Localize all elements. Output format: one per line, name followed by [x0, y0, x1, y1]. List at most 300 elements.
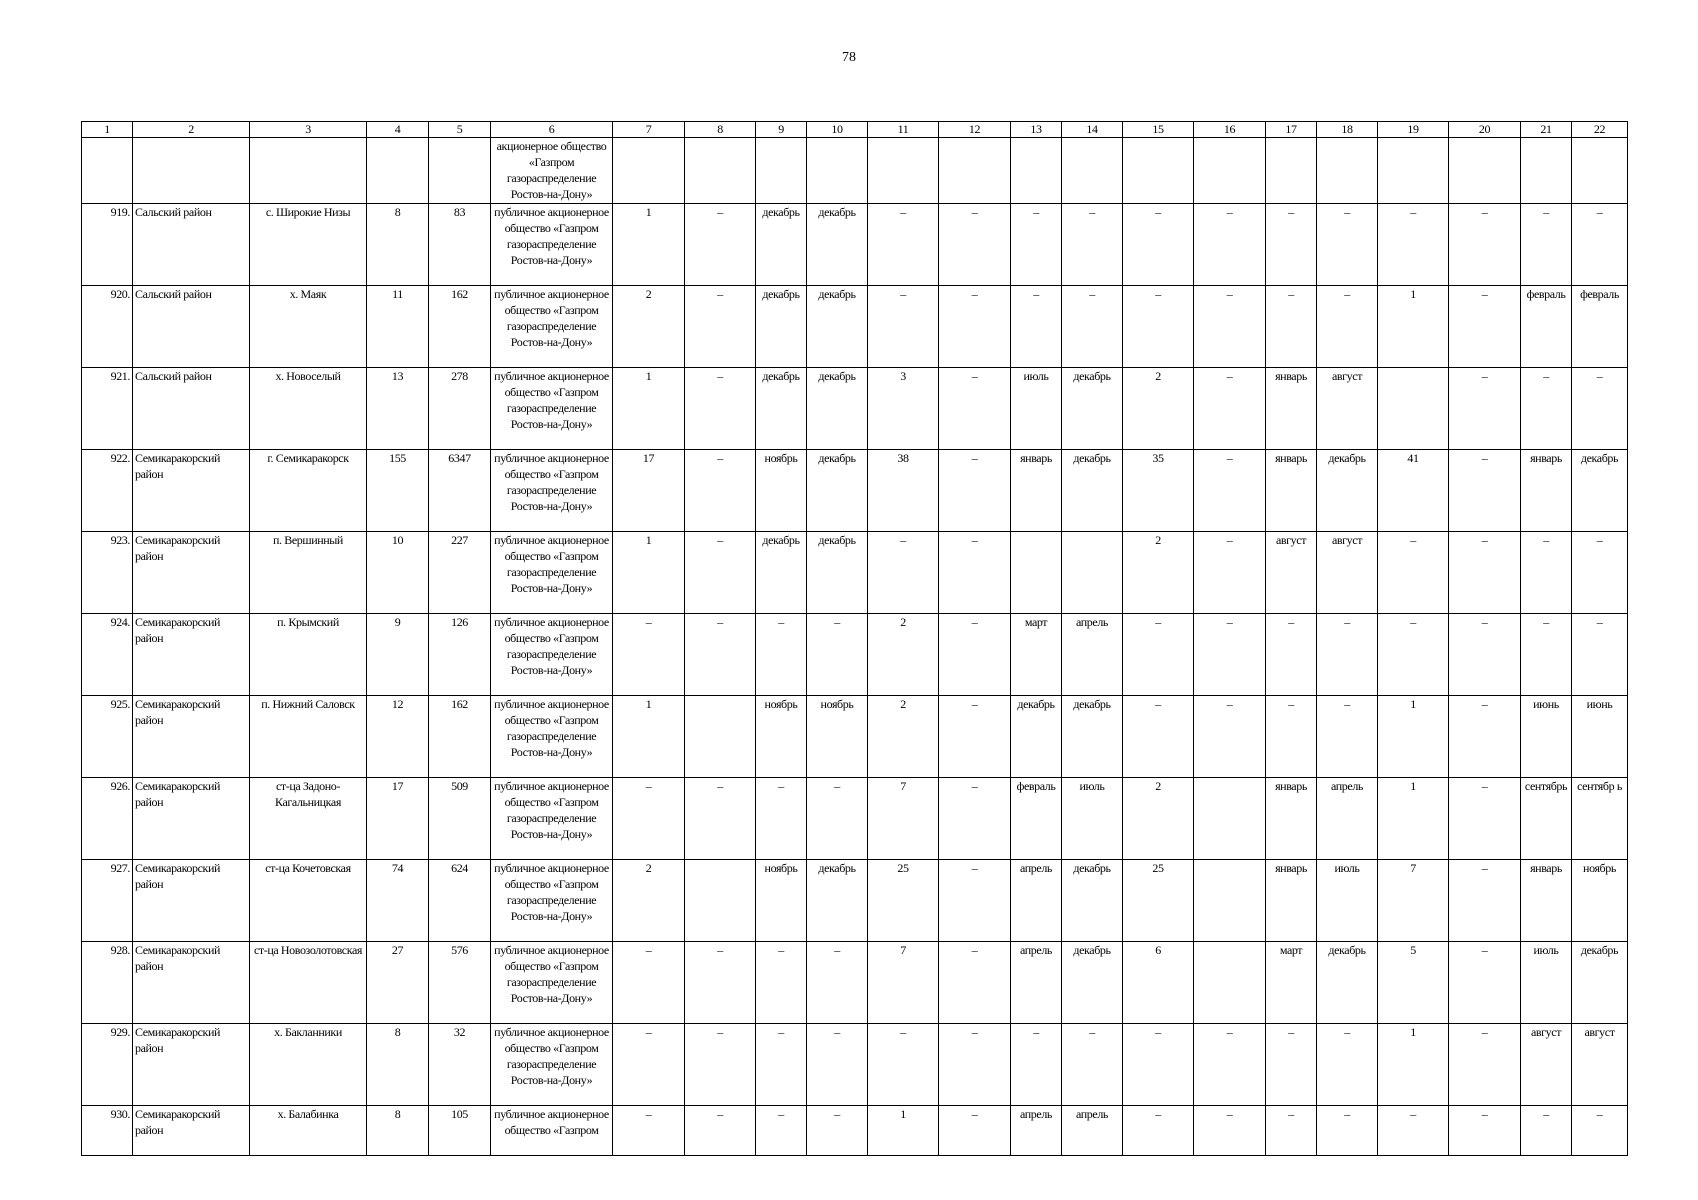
- column-number-row: [82, 122, 1628, 138]
- value-cell: –: [1449, 1106, 1521, 1156]
- table-row: [82, 860, 1628, 942]
- value-cell: –: [1572, 1106, 1628, 1156]
- value-cell: –: [939, 368, 1011, 450]
- value-cell: январь: [1521, 860, 1572, 942]
- value-cell: –: [1317, 286, 1378, 368]
- district-cell: Семикаракорский район: [133, 778, 250, 860]
- value-cell: январь: [1011, 450, 1062, 532]
- value-cell: –: [1062, 1024, 1123, 1106]
- value-cell: –: [939, 1106, 1011, 1156]
- value-cell: –: [1011, 1024, 1062, 1106]
- value-cell: 1: [613, 532, 685, 614]
- settlement-cell: ст-ца Кочетовская: [250, 860, 367, 942]
- value-cell: 9: [367, 614, 429, 696]
- value-cell: –: [685, 614, 756, 696]
- value-cell: декабрь: [1062, 942, 1123, 1024]
- value-cell: апрель: [1062, 614, 1123, 696]
- column-header: 11: [868, 122, 939, 138]
- value-cell: [1378, 368, 1449, 450]
- value-cell: –: [1194, 1024, 1266, 1106]
- value-cell: –: [1266, 286, 1317, 368]
- value-cell: –: [1449, 450, 1521, 532]
- value-cell: ноябрь: [1572, 860, 1628, 942]
- value-cell: –: [1266, 696, 1317, 778]
- value-cell: декабрь: [756, 286, 807, 368]
- value-cell: 41: [1378, 450, 1449, 532]
- settlement-cell: х. Маяк: [250, 286, 367, 368]
- value-cell: февраль: [1572, 286, 1628, 368]
- value-cell: 624: [429, 860, 491, 942]
- value-cell: ноябрь: [756, 696, 807, 778]
- table-row: [82, 450, 1628, 532]
- value-cell: –: [613, 1024, 685, 1106]
- value-cell: июнь: [1572, 696, 1628, 778]
- value-cell: 126: [429, 614, 491, 696]
- table-row: [82, 1106, 1628, 1156]
- value-cell: апрель: [1011, 860, 1062, 942]
- column-header: 5: [429, 122, 491, 138]
- value-cell: –: [939, 450, 1011, 532]
- value-cell: январь: [1266, 860, 1317, 942]
- column-header: 13: [1011, 122, 1062, 138]
- value-cell: декабрь: [1317, 450, 1378, 532]
- value-cell: –: [939, 204, 1011, 286]
- value-cell: ноябрь: [756, 450, 807, 532]
- value-cell: 1: [613, 368, 685, 450]
- value-cell: –: [1266, 614, 1317, 696]
- organization-cell: публичное акционерное общество «Газпром газораспределение Ростов-на-Дону»: [491, 532, 613, 614]
- settlement-cell: г. Семикаракорск: [250, 450, 367, 532]
- value-cell: 35: [1123, 450, 1194, 532]
- district-cell: Семикаракорский район: [133, 696, 250, 778]
- organization-cell: публичное акционерное общество «Газпром газораспределение Ростов-на-Дону»: [491, 286, 613, 368]
- value-cell: 1: [1378, 778, 1449, 860]
- table-row: [82, 942, 1628, 1024]
- column-header: 12: [939, 122, 1011, 138]
- value-cell: –: [756, 942, 807, 1024]
- value-cell: 7: [868, 778, 939, 860]
- table-row: [82, 204, 1628, 286]
- value-cell: –: [1449, 532, 1521, 614]
- organization-cell: акционерное общество «Газпром газораспределение Ростов-на-Дону»: [491, 138, 613, 204]
- value-cell: –: [1123, 286, 1194, 368]
- row-number-cell: 929.: [82, 1024, 133, 1106]
- value-cell: июль: [1521, 942, 1572, 1024]
- value-cell: –: [685, 942, 756, 1024]
- value-cell: февраль: [1011, 778, 1062, 860]
- value-cell: декабрь: [756, 368, 807, 450]
- settlement-cell: х. Бакланники: [250, 1024, 367, 1106]
- value-cell: –: [1449, 1024, 1521, 1106]
- value-cell: –: [1449, 696, 1521, 778]
- value-cell: 1: [613, 696, 685, 778]
- district-cell: Семикаракорский район: [133, 450, 250, 532]
- value-cell: –: [1317, 1106, 1378, 1156]
- value-cell: –: [685, 368, 756, 450]
- value-cell: август: [1521, 1024, 1572, 1106]
- value-cell: –: [1123, 696, 1194, 778]
- value-cell: декабрь: [807, 532, 868, 614]
- value-cell: [1011, 532, 1062, 614]
- column-header: 20: [1449, 122, 1521, 138]
- column-header: 14: [1062, 122, 1123, 138]
- value-cell: ноябрь: [756, 860, 807, 942]
- value-cell: 5: [1378, 942, 1449, 1024]
- value-cell: –: [756, 1024, 807, 1106]
- value-cell: –: [1194, 368, 1266, 450]
- value-cell: август: [1317, 532, 1378, 614]
- column-header: 17: [1266, 122, 1317, 138]
- value-cell: апрель: [1062, 1106, 1123, 1156]
- value-cell: 162: [429, 286, 491, 368]
- value-cell: 6347: [429, 450, 491, 532]
- organization-cell: публичное акционерное общество «Газпром газораспределение Ростов-на-Дону»: [491, 778, 613, 860]
- value-cell: –: [1194, 204, 1266, 286]
- value-cell: –: [939, 614, 1011, 696]
- value-cell: –: [1317, 1024, 1378, 1106]
- district-cell: Семикаракорский район: [133, 614, 250, 696]
- value-cell: 162: [429, 696, 491, 778]
- value-cell: –: [807, 1106, 868, 1156]
- value-cell: –: [1011, 286, 1062, 368]
- value-cell: декабрь: [756, 204, 807, 286]
- value-cell: –: [613, 942, 685, 1024]
- value-cell: январь: [1266, 778, 1317, 860]
- column-header: 4: [367, 122, 429, 138]
- value-cell: –: [1449, 860, 1521, 942]
- value-cell: –: [1378, 204, 1449, 286]
- value-cell: 27: [367, 942, 429, 1024]
- value-cell: –: [1449, 286, 1521, 368]
- value-cell: декабрь: [807, 860, 868, 942]
- value-cell: 11: [367, 286, 429, 368]
- column-header: 16: [1194, 122, 1266, 138]
- value-cell: 1: [868, 1106, 939, 1156]
- settlement-cell: п. Нижний Саловск: [250, 696, 367, 778]
- table-row: [82, 778, 1628, 860]
- value-cell: [685, 860, 756, 942]
- value-cell: –: [685, 286, 756, 368]
- value-cell: декабрь: [807, 368, 868, 450]
- district-cell: Семикаракорский район: [133, 532, 250, 614]
- value-cell: –: [1194, 286, 1266, 368]
- column-header: 22: [1572, 122, 1628, 138]
- value-cell: –: [939, 942, 1011, 1024]
- district-cell: Сальский район: [133, 286, 250, 368]
- value-cell: –: [939, 532, 1011, 614]
- value-cell: 25: [868, 860, 939, 942]
- value-cell: –: [1521, 1106, 1572, 1156]
- column-header: 7: [613, 122, 685, 138]
- value-cell: –: [1449, 778, 1521, 860]
- value-cell: [1194, 778, 1266, 860]
- table-row: [82, 696, 1628, 778]
- value-cell: август: [1572, 1024, 1628, 1106]
- value-cell: –: [1449, 204, 1521, 286]
- value-cell: 74: [367, 860, 429, 942]
- value-cell: [1194, 860, 1266, 942]
- value-cell: 12: [367, 696, 429, 778]
- value-cell: июнь: [1521, 696, 1572, 778]
- value-cell: 7: [1378, 860, 1449, 942]
- organization-cell: публичное акционерное общество «Газпром газораспределение Ростов-на-Дону»: [491, 204, 613, 286]
- district-cell: Сальский район: [133, 204, 250, 286]
- value-cell: 7: [868, 942, 939, 1024]
- table-row: [82, 286, 1628, 368]
- value-cell: –: [1123, 614, 1194, 696]
- value-cell: 3: [868, 368, 939, 450]
- row-number-cell: 919.: [82, 204, 133, 286]
- value-cell: –: [868, 204, 939, 286]
- value-cell: –: [1062, 204, 1123, 286]
- value-cell: –: [1449, 942, 1521, 1024]
- value-cell: август: [1266, 532, 1317, 614]
- column-header: 10: [807, 122, 868, 138]
- value-cell: 155: [367, 450, 429, 532]
- value-cell: –: [939, 696, 1011, 778]
- district-cell: Семикаракорский район: [133, 942, 250, 1024]
- value-cell: декабрь: [1572, 450, 1628, 532]
- row-number-cell: 923.: [82, 532, 133, 614]
- column-header: 21: [1521, 122, 1572, 138]
- value-cell: декабрь: [1062, 696, 1123, 778]
- value-cell: февраль: [1521, 286, 1572, 368]
- value-cell: –: [1011, 204, 1062, 286]
- value-cell: –: [1521, 204, 1572, 286]
- value-cell: 8: [367, 1024, 429, 1106]
- value-cell: –: [1378, 614, 1449, 696]
- value-cell: 2: [613, 286, 685, 368]
- value-cell: –: [756, 1106, 807, 1156]
- value-cell: 2: [1123, 778, 1194, 860]
- value-cell: –: [807, 1024, 868, 1106]
- row-number-cell: 924.: [82, 614, 133, 696]
- value-cell: январь: [1266, 450, 1317, 532]
- value-cell: апрель: [1317, 778, 1378, 860]
- row-number-cell: 921.: [82, 368, 133, 450]
- column-header: 3: [250, 122, 367, 138]
- column-header: 2: [133, 122, 250, 138]
- value-cell: 25: [1123, 860, 1194, 942]
- value-cell: –: [1572, 368, 1628, 450]
- row-number-cell: 925.: [82, 696, 133, 778]
- column-header: 9: [756, 122, 807, 138]
- value-cell: [685, 696, 756, 778]
- organization-cell: публичное акционерное общество «Газпром газораспределение Ростов-на-Дону»: [491, 368, 613, 450]
- value-cell: –: [613, 614, 685, 696]
- column-header: 19: [1378, 122, 1449, 138]
- value-cell: –: [1317, 696, 1378, 778]
- column-header: 8: [685, 122, 756, 138]
- district-cell: Семикаракорский район: [133, 860, 250, 942]
- value-cell: –: [807, 942, 868, 1024]
- value-cell: –: [868, 1024, 939, 1106]
- row-number-cell: 920.: [82, 286, 133, 368]
- value-cell: –: [939, 860, 1011, 942]
- organization-cell: публичное акционерное общество «Газпром газораспределение Ростов-на-Дону»: [491, 614, 613, 696]
- value-cell: –: [1317, 614, 1378, 696]
- continuation-row: [82, 138, 1628, 204]
- value-cell: декабрь: [807, 204, 868, 286]
- value-cell: июль: [1062, 778, 1123, 860]
- value-cell: 38: [868, 450, 939, 532]
- value-cell: –: [685, 532, 756, 614]
- value-cell: –: [1266, 1024, 1317, 1106]
- value-cell: –: [1194, 1106, 1266, 1156]
- value-cell: 1: [1378, 286, 1449, 368]
- value-cell: 1: [1378, 696, 1449, 778]
- value-cell: –: [1266, 1106, 1317, 1156]
- value-cell: 6: [1123, 942, 1194, 1024]
- value-cell: 2: [613, 860, 685, 942]
- value-cell: 278: [429, 368, 491, 450]
- value-cell: январь: [1521, 450, 1572, 532]
- value-cell: 1: [613, 204, 685, 286]
- value-cell: декабрь: [807, 450, 868, 532]
- value-cell: 17: [367, 778, 429, 860]
- value-cell: –: [807, 778, 868, 860]
- value-cell: –: [1378, 1106, 1449, 1156]
- value-cell: –: [1449, 368, 1521, 450]
- district-cell: Семикаракорский район: [133, 1106, 250, 1156]
- organization-cell: публичное акционерное общество «Газпром газораспределение Ростов-на-Дону»: [491, 450, 613, 532]
- row-number-cell: 928.: [82, 942, 133, 1024]
- value-cell: 2: [868, 614, 939, 696]
- value-cell: 2: [1123, 368, 1194, 450]
- value-cell: –: [1572, 532, 1628, 614]
- organization-cell: публичное акционерное общество «Газпром газораспределение Ростов-на-Дону»: [491, 696, 613, 778]
- value-cell: –: [1123, 1106, 1194, 1156]
- column-header: 18: [1317, 122, 1378, 138]
- value-cell: 17: [613, 450, 685, 532]
- value-cell: декабрь: [1062, 368, 1123, 450]
- organization-cell: публичное акционерное общество «Газпром газораспределение Ростов-на-Дону»: [491, 942, 613, 1024]
- value-cell: –: [1062, 286, 1123, 368]
- value-cell: –: [685, 204, 756, 286]
- value-cell: –: [1194, 614, 1266, 696]
- value-cell: декабрь: [1062, 450, 1123, 532]
- value-cell: –: [1521, 614, 1572, 696]
- value-cell: –: [1123, 1024, 1194, 1106]
- value-cell: –: [613, 778, 685, 860]
- settlement-cell: п. Крымский: [250, 614, 367, 696]
- settlement-cell: с. Широкие Низы: [250, 204, 367, 286]
- value-cell: –: [868, 532, 939, 614]
- value-cell: –: [939, 1024, 1011, 1106]
- value-cell: декабрь: [1572, 942, 1628, 1024]
- table-row: [82, 614, 1628, 696]
- settlement-cell: ст-ца Задоно-Кагальницкая: [250, 778, 367, 860]
- organization-cell: публичное акционерное общество «Газпром: [491, 1106, 613, 1156]
- value-cell: –: [1572, 614, 1628, 696]
- value-cell: декабрь: [1317, 942, 1378, 1024]
- value-cell: июль: [1011, 368, 1062, 450]
- value-cell: декабрь: [807, 286, 868, 368]
- data-table: [81, 121, 1628, 1156]
- value-cell: март: [1266, 942, 1317, 1024]
- value-cell: 2: [868, 696, 939, 778]
- value-cell: –: [807, 614, 868, 696]
- value-cell: –: [868, 286, 939, 368]
- value-cell: август: [1317, 368, 1378, 450]
- settlement-cell: п. Вершинный: [250, 532, 367, 614]
- value-cell: –: [1521, 368, 1572, 450]
- value-cell: –: [939, 286, 1011, 368]
- value-cell: –: [1266, 204, 1317, 286]
- district-cell: Сальский район: [133, 368, 250, 450]
- page-number: 78: [842, 50, 856, 65]
- column-header: 1: [82, 122, 133, 138]
- value-cell: –: [1572, 204, 1628, 286]
- table-row: [82, 368, 1628, 450]
- value-cell: апрель: [1011, 1106, 1062, 1156]
- settlement-cell: х. Новоселый: [250, 368, 367, 450]
- value-cell: –: [1317, 204, 1378, 286]
- settlement-cell: х. Балабинка: [250, 1106, 367, 1156]
- value-cell: январь: [1266, 368, 1317, 450]
- value-cell: –: [939, 778, 1011, 860]
- value-cell: –: [685, 778, 756, 860]
- value-cell: –: [1449, 614, 1521, 696]
- value-cell: 1: [1378, 1024, 1449, 1106]
- value-cell: –: [685, 1106, 756, 1156]
- organization-cell: публичное акционерное общество «Газпром газораспределение Ростов-на-Дону»: [491, 1024, 613, 1106]
- value-cell: 10: [367, 532, 429, 614]
- value-cell: 2: [1123, 532, 1194, 614]
- value-cell: –: [1194, 450, 1266, 532]
- value-cell: –: [1521, 532, 1572, 614]
- value-cell: –: [1194, 696, 1266, 778]
- value-cell: июль: [1317, 860, 1378, 942]
- value-cell: 8: [367, 204, 429, 286]
- value-cell: апрель: [1011, 942, 1062, 1024]
- value-cell: 509: [429, 778, 491, 860]
- value-cell: –: [1378, 532, 1449, 614]
- value-cell: –: [1123, 204, 1194, 286]
- value-cell: сентябрь: [1521, 778, 1572, 860]
- value-cell: [1194, 942, 1266, 1024]
- column-header: 15: [1123, 122, 1194, 138]
- value-cell: 32: [429, 1024, 491, 1106]
- row-number-cell: 930.: [82, 1106, 133, 1156]
- value-cell: [1062, 532, 1123, 614]
- district-cell: Семикаракорский район: [133, 1024, 250, 1106]
- value-cell: декабрь: [1011, 696, 1062, 778]
- value-cell: декабрь: [756, 532, 807, 614]
- organization-cell: публичное акционерное общество «Газпром газораспределение Ростов-на-Дону»: [491, 860, 613, 942]
- value-cell: сентябр ь: [1572, 778, 1628, 860]
- value-cell: –: [756, 614, 807, 696]
- column-header: 6: [491, 122, 613, 138]
- value-cell: 13: [367, 368, 429, 450]
- value-cell: 105: [429, 1106, 491, 1156]
- table-row: [82, 532, 1628, 614]
- value-cell: –: [685, 1024, 756, 1106]
- value-cell: декабрь: [1062, 860, 1123, 942]
- value-cell: 227: [429, 532, 491, 614]
- settlement-cell: ст-ца Новозолотовская: [250, 942, 367, 1024]
- value-cell: 576: [429, 942, 491, 1024]
- value-cell: 83: [429, 204, 491, 286]
- value-cell: 8: [367, 1106, 429, 1156]
- value-cell: –: [756, 778, 807, 860]
- table-row: [82, 1024, 1628, 1106]
- row-number-cell: 926.: [82, 778, 133, 860]
- row-number-cell: 927.: [82, 860, 133, 942]
- value-cell: ноябрь: [807, 696, 868, 778]
- value-cell: –: [685, 450, 756, 532]
- value-cell: –: [613, 1106, 685, 1156]
